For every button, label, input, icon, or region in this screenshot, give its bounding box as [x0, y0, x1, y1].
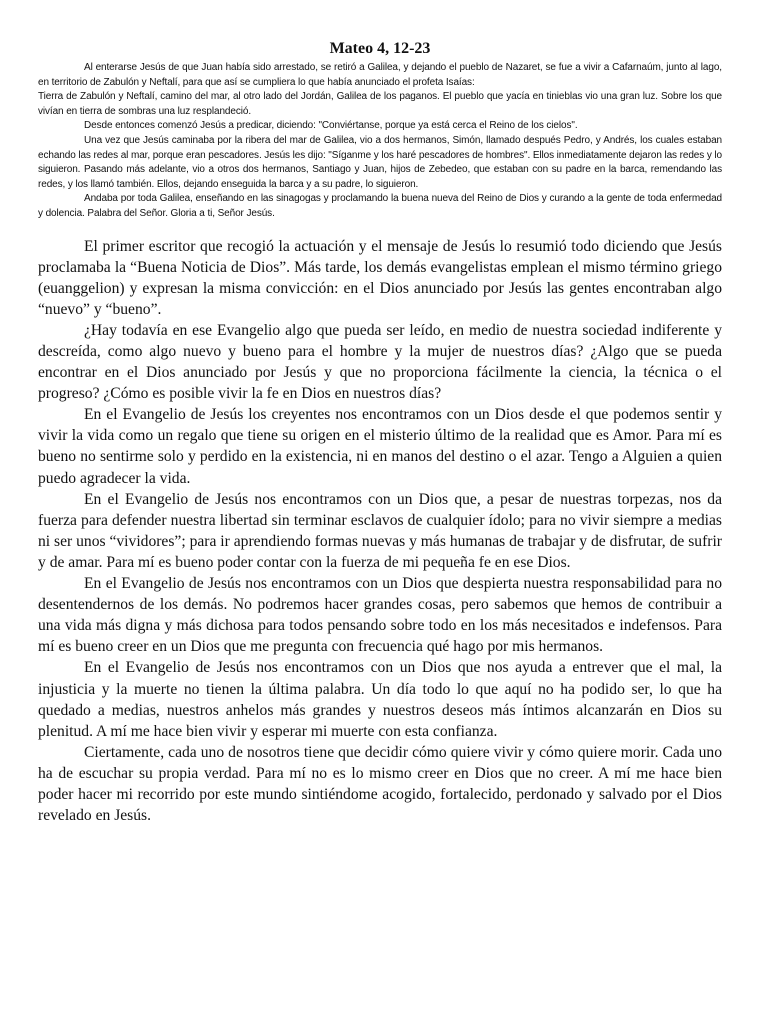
gospel-paragraph: Andaba por toda Galilea, enseñando en las sinagogas y proclamando la buena nueva del Reino de Dios y curando a la gente de toda enfermedad y dolencia. Palabra del Señor. Gloria a ti, Señor Jesús. — [38, 193, 722, 219]
gospel-paragraph: Al enterarse Jesús de que Juan había sido arrestado, se retiró a Galilea, y dejando el pueblo de Nazaret, se fue a vivir a Cafarnaúm, junto al lago, en territorio de Zabulón y Neftalí, para que así se cumpliera lo que había anunciado el profeta Isaías: — [38, 62, 722, 88]
homily-paragraph: El primer escritor que recogió la actuación y el mensaje de Jesús lo resumió todo diciendo que Jesús proclamaba la “Buena Noticia de Dios”. Más tarde, los demás evangelistas emplean el mismo término griego (euanggelion) y expresan la misma convicción: en el Dios anunciado por Jesús las gentes encontraban algo “nuevo” y “bueno”. — [38, 237, 722, 318]
gospel-reading — [38, 61, 722, 222]
homily-paragraph: ¿Hay todavía en ese Evangelio algo que pueda ser leído, en medio de nuestra sociedad indiferente y descreída, como algo nuevo y bueno para el hombre y la mujer de nuestros días? ¿Algo que se pueda encontrar en el Dios anunciado por Jesús y que no proporciona fácilmente la ciencia, la técnica o el progreso? ¿Cómo es posible vivir la fe en Dios en nuestros días? — [38, 321, 722, 403]
homily-text — [38, 236, 722, 827]
homily-paragraph: En el Evangelio de Jesús nos encontramos con un Dios que despierta nuestra responsabilidad para no desentendernos de los demás. No podremos hacer grandes cosas, pero sabemos que hemos de contribuir a una vida más digna y más dichosa para todos pensando sobre todo en los más necesitados e indefensos. Para mí es bueno creer en un Dios que me pregunta con frecuencia qué hago por mis hermanos. — [38, 575, 722, 656]
homily-paragraph: En el Evangelio de Jesús nos encontramos con un Dios que nos ayuda a entrever que el mal, la injusticia y la muerte no tienen la última palabra. Un día todo lo que aquí no ha podido ser, lo que ha quedado a medias, nuestros anhelos más grandes y nuestros deseos más íntimos alcanzarán en Dios su plenitud. A mí me hace bien vivir y esperar mi muerte con esta confianza. — [38, 659, 722, 740]
homily-paragraph: En el Evangelio de Jesús los creyentes nos encontramos con un Dios desde el que podemos sentir y vivir la vida como un regalo que tiene su origen en el misterio último de la realidad que es Amor. Para mí es bueno no sentirme solo y perdido en la existencia, ni en manos del destino o el azar. Tengo a Alguien a quien puedo agradecer la vida. — [38, 406, 722, 487]
homily-paragraph: Ciertamente, cada uno de nosotros tiene que decidir cómo quiere vivir y cómo quiere morir. Cada uno ha de escuchar su propia verdad. Para mí no es lo mismo creer en Dios que no creer. A mí me hace bien poder hacer mi recorrido por este mundo sintiéndome acogido, fortalecido, perdonado y salvado por el Dios revelado en Jesús. — [38, 743, 722, 825]
document-title: Mateo 4, 12-23 — [329, 40, 431, 57]
gospel-paragraph: Una vez que Jesús caminaba por la ribera del mar de Galilea, vio a dos hermanos, Simón, llamado después Pedro, y Andrés, los cuales estaban echando las redes al mar, porque eran pescadores. Jesús les dijo: "Síganme y los haré pescadores de hombres". Ellos inmediatamente dejaron las redes y lo siguieron. Pasando más adelante, vio a otros dos hermanos, Santiago y Juan, hijos de Zebedeo, que estaban con su padre en la barca, remendando las redes, y los llamó también. Ellos, dejando enseguida la barca y a su padre, lo siguieron. — [38, 134, 722, 190]
gospel-paragraph: Desde entonces comenzó Jesús a predicar, diciendo: "Conviértanse, porque ya está cerca el Reino de los cielos". — [84, 120, 578, 132]
homily-paragraph: En el Evangelio de Jesús nos encontramos con un Dios que, a pesar de nuestras torpezas, nos da fuerza para defender nuestra libertad sin terminar esclavos de cualquier ídolo; para no vivir siempre a medias ni ser unos “vividores”; para ir aprendiendo formas nuevas y más humanas de trabajar y de disfrutar, de sufrir y de amar. Para mí es bueno poder contar con la fuerza de mi pequeña fe en ese Dios. — [38, 490, 722, 571]
document-page — [38, 40, 722, 826]
gospel-paragraph: Tierra de Zabulón y Neftalí, camino del mar, al otro lado del Jordán, Galilea de los paganos. El pueblo que yacía en tinieblas vio una gran luz. Sobre los que vivían en tierra de sombras una luz resplandeció. — [38, 91, 722, 117]
